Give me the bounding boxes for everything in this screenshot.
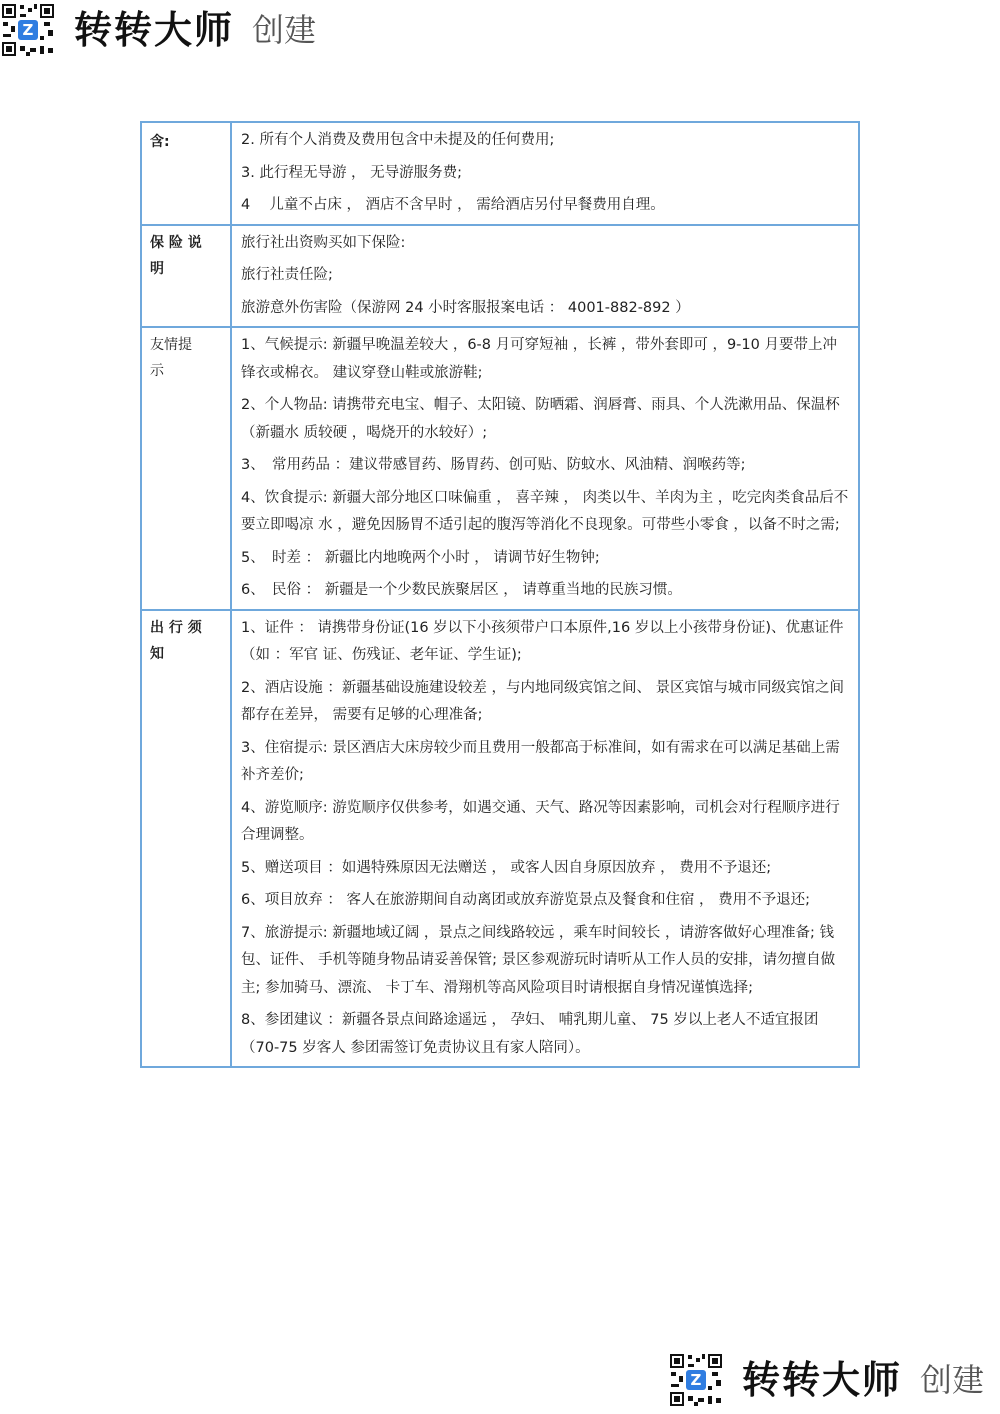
- list-item: 旅行社出资购买如下保险:: [241, 234, 406, 251]
- row-label-text: 知: [150, 645, 164, 662]
- list-item: 旅游意外伤害险（保游网 24 小时客服报案电话 ： 4001-882-892 ）: [241, 299, 690, 316]
- list-item: 2、酒店设施 ：新疆基础设施建设较差 ，与内地同级宾馆之间、 景区宾馆与城市同级宾馆之间都存在差异， 需要有足够的心理准备;: [241, 679, 845, 723]
- row-label: [141, 225, 231, 328]
- list-item: 5、赠送项目 ：如遇特殊原因无法赠送 ， 或客人因自身原因放弃 ， 费用不予退还;: [241, 859, 772, 876]
- row-content: [231, 225, 859, 328]
- brand-action: 创建: [920, 1361, 985, 1399]
- list-item: 6、项目放弃 ： 客人在旅游期间自动离团或放弃游览景点及餐食和住宿 ， 费用不予退还;: [241, 892, 811, 908]
- list-item: 5、 时差 ： 新疆比内地晚两个小时 ， 请调节好生物钟;: [241, 549, 600, 566]
- row-label-text: 友情提: [150, 337, 192, 353]
- row-label-text: 示: [150, 363, 164, 379]
- list-item: 1、气候提示: 新疆早晚温差较大 ，6-8 月可穿短袖 ，长裤 ，带外套即可 ，9-10 月要带上冲锋衣或棉衣。 建议穿登山鞋或旅游鞋;: [241, 337, 837, 381]
- table-row: [141, 122, 859, 225]
- list-item: 7、旅游提示: 新疆地域辽阔 ，景点之间线路较远 ，乘车时间较长 ，请游客做好心理准备; 钱包、证件、 手机等随身物品请妥善保管; 景区参观游玩时请听从工作人员的安排，请勿擅自做主; 参加骑马、漂流、 卡丁车、滑翔机等高风险项目时请根据自身情况谨慎选择;: [241, 924, 836, 996]
- list-item: 2. 所有个人消费及费用包含中未提及的任何费用;: [241, 132, 555, 148]
- list-item: 1、证件 ： 请携带身份证(16 岁以下小孩须带户口本原件,16 岁以上小孩带身份证)、优惠证件（如 ：军官 证、伤残证、老年证、学生证);: [241, 619, 844, 663]
- svg-text:Z: Z: [690, 1371, 702, 1389]
- brand-name: 转转大师: [742, 1358, 903, 1402]
- row-label-text: 含:: [150, 134, 170, 150]
- qr-code-icon: [668, 1352, 724, 1408]
- list-item: 4、游览顺序: 游览顺序仅供参考，如遇交通、天气、路况等因素影响，司机会对行程顺序进行合理调整。: [241, 799, 840, 843]
- list-item: 3. 此行程无导游 ， 无导游服务费;: [241, 164, 463, 181]
- list-item: 旅行社责任险;: [241, 267, 333, 283]
- list-item: 3、住宿提示: 景区酒店大床房较少而且费用一般都高于标准间，如有需求在可以满足基础上需补齐差价;: [241, 739, 840, 783]
- footer-brand: [668, 1352, 984, 1408]
- row-label: [141, 327, 231, 610]
- svg-text:Z: Z: [22, 21, 34, 39]
- list-item: 4 儿童不占床 ， 酒店不含早时 ， 需给酒店另付早餐费用自理。: [241, 197, 665, 213]
- row-label-text: 明: [150, 260, 164, 277]
- table-row: [141, 225, 859, 328]
- list-item: 3、 常用药品 ：建议带感冒药、肠胃药、创可贴、防蚊水、风油精、润喉药等;: [241, 457, 746, 473]
- row-content: [231, 610, 859, 1068]
- info-table: [140, 121, 860, 1068]
- row-label: [141, 122, 231, 225]
- brand-action: 创建: [252, 11, 317, 49]
- qr-code-icon: [0, 2, 56, 58]
- list-item: 6、 民俗 ： 新疆是一个少数民族聚居区 ， 请尊重当地的民族习惯。: [241, 582, 682, 598]
- list-item: 2、个人物品: 请携带充电宝、帽子、太阳镜、防晒霜、润唇膏、雨具、个人洗漱用品、保温杯（新疆水 质较硬 ，喝烧开的水较好）;: [241, 397, 840, 441]
- row-label: [141, 610, 231, 1068]
- list-item: 4、饮食提示: 新疆大部分地区口味偏重 ， 喜辛辣 ， 肉类以牛、羊肉为主 ，吃完肉类食品后不要立即喝凉 水 ，避免因肠胃不适引起的腹泻等消化不良现象。可带些小零食 ，以备不时之需;: [241, 489, 849, 533]
- brand-name: 转转大师: [74, 8, 235, 52]
- row-content: [231, 122, 859, 225]
- row-label-text: 保 险 说: [150, 234, 202, 251]
- row-content: [231, 327, 859, 610]
- row-label-text: 出 行 须: [150, 619, 202, 636]
- table-row: [141, 610, 859, 1068]
- table-row: [141, 327, 859, 610]
- header-brand: [0, 2, 316, 58]
- list-item: 8、参团建议 ：新疆各景点间路途遥远 ， 孕妇、 哺乳期儿童、 75 岁以上老人不适宜报团（70-75 岁客人 参团需签订免责协议且有家人陪同）。: [241, 1012, 819, 1056]
